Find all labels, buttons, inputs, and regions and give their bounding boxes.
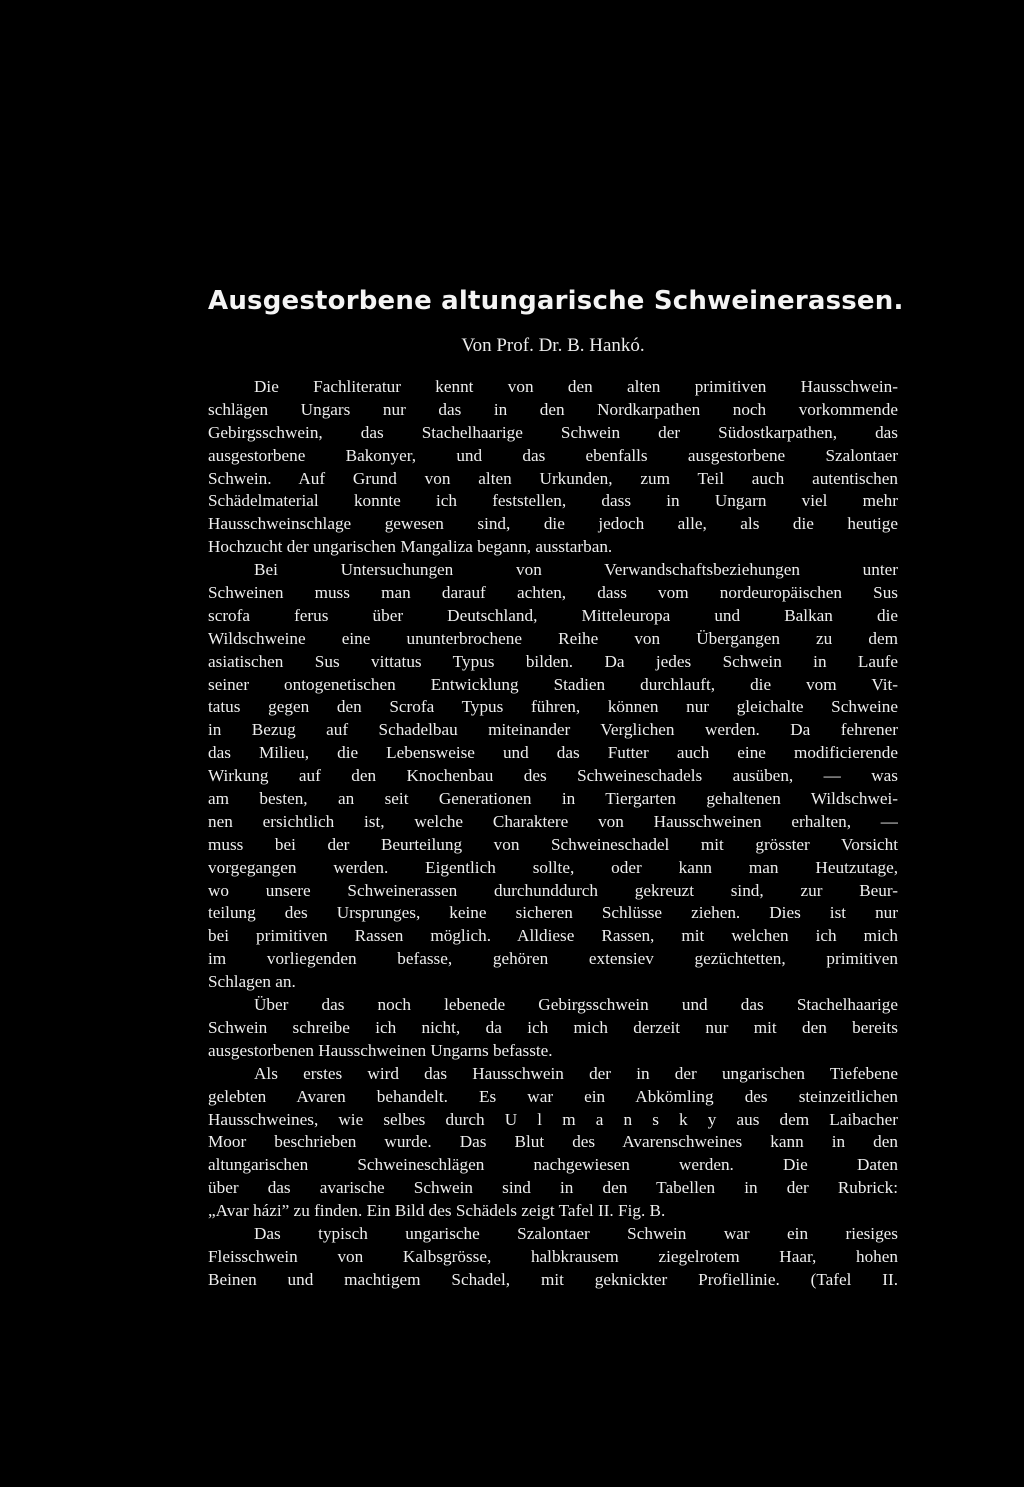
text-line: bei primitiven Rassen möglich. Alldiese Rassen, mit welchen ich mich [208, 926, 898, 946]
text-line: wo unsere Schweinerassen durchunddurch gekreuzt sind, zur Beur- [208, 880, 898, 900]
text-line: nen ersichtlich ist, welche Charaktere von Hausschweinen erhalten, — [208, 811, 898, 831]
text-line: Schwein. Auf Grund von alten Urkunden, zum Teil auch autentischen [208, 468, 898, 488]
text-line: scrofa ferus über Deutschland, Mitteleuropa und Balkan die [208, 605, 898, 625]
article-author: Von Prof. Dr. B. Hankó. [461, 335, 645, 356]
text-line: tatus gegen den Scrofa Typus führen, können nur gleichalte Schweine [208, 697, 898, 717]
text-line: Hochzucht der ungarischen Mangaliza begann, ausstarban. [208, 537, 613, 557]
text-line: Bei Untersuchungen von Verwandschaftsbeziehungen unter [254, 560, 898, 580]
text-line: altungarischen Schweineschlägen nachgewiesen werden. Die Daten [208, 1155, 898, 1175]
text-line: Schädelmaterial konnte ich feststellen, dass in Ungarn viel mehr [208, 491, 898, 511]
text-line: Schlagen an. [208, 972, 296, 992]
text-line: gelebten Avaren behandelt. Es war ein Abkömling des steinzeitlichen [208, 1086, 898, 1106]
text-line: schlägen Ungars nur das in den Nordkarpathen noch vorkommende [208, 399, 898, 419]
text-line: ausgestorbene Bakonyer, und das ebenfalls ausgestorbene Szalontaer [208, 445, 898, 465]
text-line: vorgegangen werden. Eigentlich sollte, oder kann man Heutzutage, [208, 857, 898, 877]
text-line: Wirkung auf den Knochenbau des Schweineschadels ausüben, — was [208, 766, 898, 786]
article-body [208, 376, 898, 1292]
text-line: Schwein schreibe ich nicht, da ich mich derzeit nur mit den bereits [208, 1017, 898, 1037]
text-line: Als erstes wird das Hausschwein der in der ungarischen Tiefebene [254, 1063, 898, 1083]
text-line: Fleisschwein von Kalbsgrösse, halbkrausem ziegelrotem Haar, hohen [208, 1246, 898, 1266]
text-line: Beinen und machtigem Schadel, mit geknickter Profiellinie. (Tafel II. [208, 1269, 898, 1289]
text-line: seiner ontogenetischen Entwicklung Stadien durchlauft, die vom Vit- [208, 674, 898, 694]
text-line: Die Fachliteratur kennt von den alten primitiven Hausschwein- [254, 377, 898, 396]
text-line: Hausschweines, wie selbes durch U l m a n s k y aus dem Laibacher [208, 1109, 898, 1129]
text-line: teilung des Ursprunges, keine sicheren Schlüsse ziehen. Dies ist nur [208, 903, 898, 923]
text-line: in Bezug auf Schadelbau miteinander Verglichen werden. Da fehrener [208, 720, 898, 740]
text-line: Hausschweinschlage gewesen sind, die jedoch alle, als die heutige [208, 514, 898, 534]
text-line: über das avarische Schwein sind in den Tabellen in der Rubrick: [208, 1178, 898, 1198]
text-line: asiatischen Sus vittatus Typus bilden. Da jedes Schwein in Laufe [208, 651, 898, 671]
text-line: Moor beschrieben wurde. Das Blut des Avarenschweines kann in den [208, 1132, 898, 1152]
text-line: Schweinen muss man darauf achten, dass vom nordeuropäischen Sus [208, 583, 898, 603]
text-line: im vorliegenden befasse, gehören extensiev gezüchtetten, primitiven [208, 949, 898, 969]
text-line: Das typisch ungarische Szalontaer Schwein war ein riesiges [254, 1223, 898, 1243]
text-line: das Milieu, die Lebensweise und das Futter auch eine modificierende [208, 743, 898, 763]
text-line: ausgestorbenen Hausschweinen Ungarns befasste. [208, 1040, 553, 1060]
text-line: „Avar házi” zu finden. Ein Bild des Schädels zeigt Tafel II. Fig. B. [208, 1201, 666, 1221]
text-line: Wildschweine eine ununterbrochene Reihe von Übergangen zu dem [208, 628, 898, 648]
text-line: Gebirgsschwein, das Stachelhaarige Schwein der Südostkarpathen, das [208, 422, 898, 442]
article-title: Ausgestorbene altungarische Schweinerassen. [208, 286, 904, 316]
text-line: muss bei der Beurteilung von Schweineschadel mit grösster Vorsicht [208, 834, 898, 854]
text-line: Über das noch lebenede Gebirgsschwein und das Stachelhaarige [254, 995, 898, 1015]
text-line: am besten, an seit Generationen in Tiergarten gehaltenen Wildschwei- [208, 789, 898, 809]
